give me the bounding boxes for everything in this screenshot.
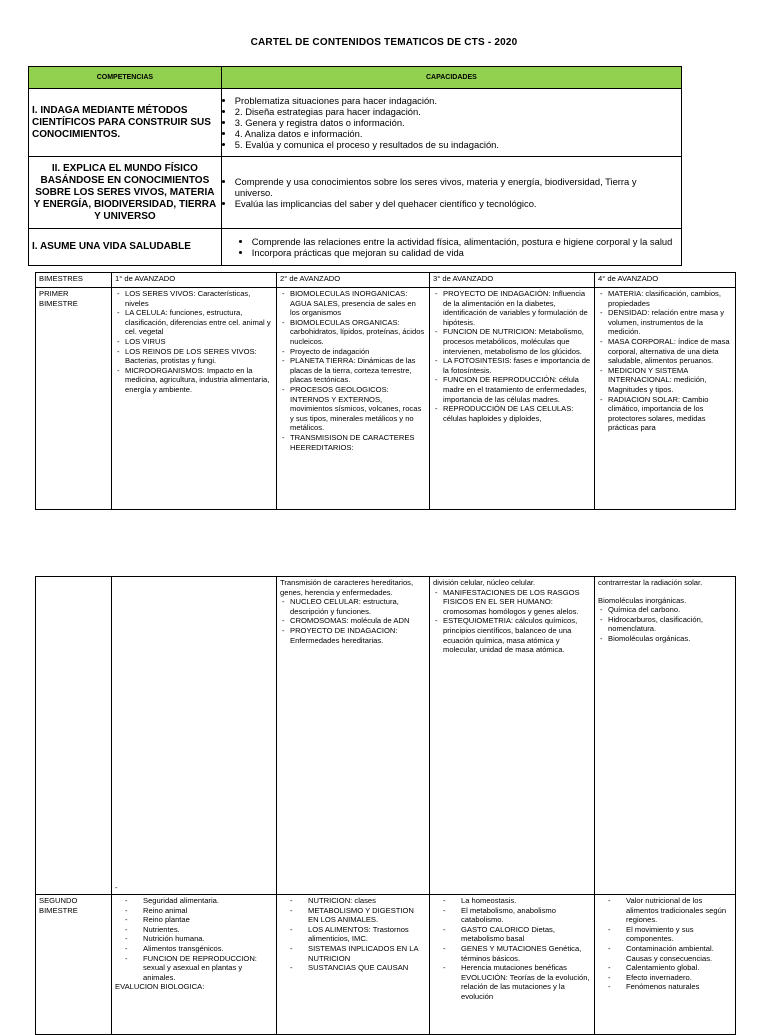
list-item: - Reino animal	[115, 906, 273, 916]
list-item: • Comprende las relaciones entre la actividad física, alimentación, postura e higiene corporal y la salud	[252, 236, 677, 247]
list-item: - Hidrocarburos, clasificación, nomenclatura.	[598, 615, 732, 634]
list-item: - Proyecto de indagación	[280, 347, 426, 357]
contenidos-grado-2	[277, 577, 430, 895]
competencia-3: I. ASUME UNA VIDA SALUDABLE	[29, 229, 222, 266]
contenidos-table	[35, 272, 736, 510]
list-item: - FUNCION DE NUTRICION: Metabolismo, procesos metabólicos, moléculas que intervienen, metabolismo de los glúcidos.	[433, 327, 591, 356]
continued-text: contrarrestar la radiación solar.	[598, 578, 703, 587]
list-item: - LOS VIRUS	[115, 337, 273, 347]
list-item: - Biomoléculas orgánicas.	[598, 634, 732, 644]
list-item: - El metabolismo, anabolismo catabolismo.	[433, 906, 591, 925]
list-item: - MANIFESTACIONES DE LOS RASGOS FISICOS EN EL SER HUMANO: cromosomas homólogos y genes alelos.	[433, 588, 591, 617]
list-item: - Contaminación ambiental. Causas y consecuencias.	[598, 944, 732, 963]
list-item: - Herencia mutaciones benéficas EVOLUCIÓN: Teorías de la evolución, relación de las mutaciones y la evolución	[433, 963, 591, 1001]
header-grado-3: 3° de AVANZADO	[430, 273, 595, 288]
list-item: - El movimiento y sus componentes.	[598, 925, 732, 944]
contenidos-grado-2	[277, 288, 430, 510]
contenidos-grado-3	[430, 577, 595, 895]
list-item: - MATERIA: clasificación, cambios, propiedades	[598, 289, 732, 308]
contenidos-grado-3	[430, 288, 595, 510]
list-item: - REPRODUCCIÓN DE LAS CELULAS: células haploides y diploides,	[433, 404, 591, 423]
list-item: - Efecto invernadero.	[598, 973, 732, 983]
contenidos-grado-1	[112, 288, 277, 510]
list-item: - SUSTANCIAS QUE CAUSAN	[280, 963, 426, 973]
list-item: - PLANETA TIERRA: Dinámicas de las placas de la tierra, corteza terrestre, placas tectónicas.	[280, 356, 426, 385]
list-item: - La homeostasis.	[433, 896, 591, 906]
list-item: - BIOMOLECULAS ORGANICAS: carbohidratos, lípidos, proteínas, ácidos nucleicos.	[280, 318, 426, 347]
contenidos-grado-3	[430, 895, 595, 1035]
competencias-table	[28, 66, 682, 266]
list-item: - RADIACION SOLAR: Cambio climático, importancia de los protectores solares, medidas prácticas para	[598, 395, 732, 433]
list-item: • Incorpora prácticas que mejoran su calidad de vida	[252, 247, 677, 258]
list-item: - PROYECTO DE INDAGACIÓN: Influencia de la alimentación en la diabetes, identificación de variables y formulación de hipótesis.	[433, 289, 591, 327]
continued-text: EVALUCION BIOLOGICA:	[115, 982, 205, 992]
contenidos-grado-2	[277, 895, 430, 1035]
contenidos-grado-4	[595, 577, 736, 895]
list-item: - Valor nutricional de los alimentos tradicionales según regiones.	[598, 896, 732, 925]
list-item: - Seguridad alimentaria.	[115, 896, 273, 906]
list-item: - MASA CORPORAL: índice de masa corporal, alternativa de una dieta saludable, alimentos peruanos.	[598, 337, 732, 366]
capacidades-header: CAPACIDADES	[221, 67, 681, 89]
continued-text: Transmisión de caracteres hereditarios, genes, herencia y enfermedades.	[280, 578, 414, 597]
contenidos-grado-4	[595, 895, 736, 1035]
header-grado-4: 4° de AVANZADO	[595, 273, 736, 288]
list-item: - LOS SERES VIVOS: Características, niveles	[115, 289, 273, 308]
contenidos-grado-1	[112, 895, 277, 1035]
list-item: • 3. Genera y registra datos o información.	[235, 117, 677, 128]
list-item: • Evalúa las implicancias del saber y del quehacer científico y tecnológico.	[235, 198, 677, 209]
contenidos-grado-4	[595, 288, 736, 510]
header-bimestres: BIMESTRES	[36, 273, 112, 288]
list-item: - MICROORGANISMOS: Impacto en la medicina, agricultura, industria alimentaria, energía y ambiente.	[115, 366, 273, 395]
list-item: - FUNCION DE REPRODUCCION: sexual y asexual en plantas y animales.	[115, 954, 273, 983]
bimestre-label	[36, 577, 112, 895]
list-item: • Problematiza situaciones para hacer indagación.	[235, 95, 677, 106]
list-item: - DENSIDAD: relación entre masa y volumen, instrumentos de la medición.	[598, 308, 732, 337]
list-item: - LOS ALIMENTOS: Trastornos alimenticios, IMC.	[280, 925, 426, 944]
list-item: - Nutrientes.	[115, 925, 273, 935]
list-item: - Nutrición humana.	[115, 934, 273, 944]
list-item: - PROYECTO DE INDAGACION: Enfermedades hereditarias.	[280, 626, 426, 645]
list-item: - MEDICION Y SISTEMA INTERNACIONAL: medición, Magnitudes y tipos.	[598, 366, 732, 395]
page-title: CARTEL DE CONTENIDOS TEMATICOS DE CTS - 2020	[250, 37, 518, 48]
list-item: - NUCLEO CELULAR: estructura, descripción y funciones.	[280, 597, 426, 616]
continued-text: división celular, núcleo celular.	[433, 578, 536, 587]
list-item: - METABOLISMO Y DIGESTION EN LOS ANIMALES.	[280, 906, 426, 925]
list-item: - LOS REINOS DE LOS SERES VIVOS: Bacterias, protistas y fungi.	[115, 347, 273, 366]
capacidades-2	[221, 157, 681, 229]
section-heading: Biomoléculas inorgánicas.	[598, 595, 687, 605]
competencia-1: I. INDAGA MEDIANTE MÉTODOS CIENTÍFICOS PARA CONSTRUIR SUS CONOCIMIENTOS.	[29, 89, 222, 157]
header-grado-1: 1° de AVANZADO	[112, 273, 277, 288]
list-item: - Fenómenos naturales	[598, 982, 732, 992]
contenidos-table-continued	[35, 576, 736, 1035]
list-item: - SISTEMAS INPLICADOS EN LA NUTRICION	[280, 944, 426, 963]
bimestre-label: SEGUNDO BIMESTRE	[36, 895, 112, 1035]
list-item: - FUNCION DE REPRODUCCIÓN: célula madre en el tratamiento de enfermedades, importancia de las células madres.	[433, 375, 591, 404]
list-item: • 4. Analiza datos e información.	[235, 128, 677, 139]
list-item: - Calentamiento global.	[598, 963, 732, 973]
list-item: - Alimentos transgénicos.	[115, 944, 273, 954]
list-item: - CROMOSOMAS: molécula de ADN	[280, 616, 426, 626]
list-item: - NUTRICION: clases	[280, 896, 426, 906]
capacidades-3	[221, 229, 681, 266]
list-item: • 5. Evalúa y comunica el proceso y resultados de su indagación.	[235, 139, 677, 150]
list-item: - ESTEQUIOMETRIA: cálculos químicos, principios científicos, balanceo de una ecuación química, masa atómica y molecular, unidad de masa atómica.	[433, 616, 591, 654]
competencias-header: COMPETENCIAS	[29, 67, 222, 89]
list-item: - LA FOTOSINTESIS: fases e importancia de la fotosíntesis.	[433, 356, 591, 375]
list-item: • 2. Diseña estrategias para hacer indagación.	[235, 106, 677, 117]
list-item: - GENES Y MUTACIONES Genética, términos básicos.	[433, 944, 591, 963]
bimestre-label: PRIMER BIMESTRE	[36, 288, 112, 510]
competencia-2: II. EXPLICA EL MUNDO FÍSICO BASÁNDOSE EN CONOCIMIENTOS SOBRE LOS SERES VIVOS, MATERIA Y ENERGÍA, BIODIVERSIDAD, TIERRA Y UNIVERSO	[29, 157, 222, 229]
list-item: - PROCESOS GEOLOGICOS: INTERNOS Y EXTERNOS, movimientos sísmicos, volcanes, rocas y sus tipos, minerales metálicos y no metálicos.	[280, 385, 426, 433]
list-item: - Reino plantae	[115, 915, 273, 925]
cell-mark: -	[115, 883, 118, 893]
list-item: - LA CELULA: funciones, estructura, clasificación, diferencias entre cel. animal y cel. vegetal	[115, 308, 273, 337]
header-grado-2: 2° de AVANZADO	[277, 273, 430, 288]
contenidos-grado-1	[112, 577, 277, 895]
list-item: - Química del carbono.	[598, 605, 732, 615]
capacidades-1	[221, 89, 681, 157]
list-item: - TRANSMISISON DE CARACTERES HEEREDITARIOS:	[280, 433, 426, 452]
list-item: - BIOMOLECULAS INORGANICAS: AGUA SALES, presencia de sales en los organismos	[280, 289, 426, 318]
list-item: - GASTO CALORICO Dietas, metabolismo basal	[433, 925, 591, 944]
list-item: • Comprende y usa conocimientos sobre los seres vivos, materia y energía, biodiversidad, Tierra y universo.	[235, 176, 677, 198]
